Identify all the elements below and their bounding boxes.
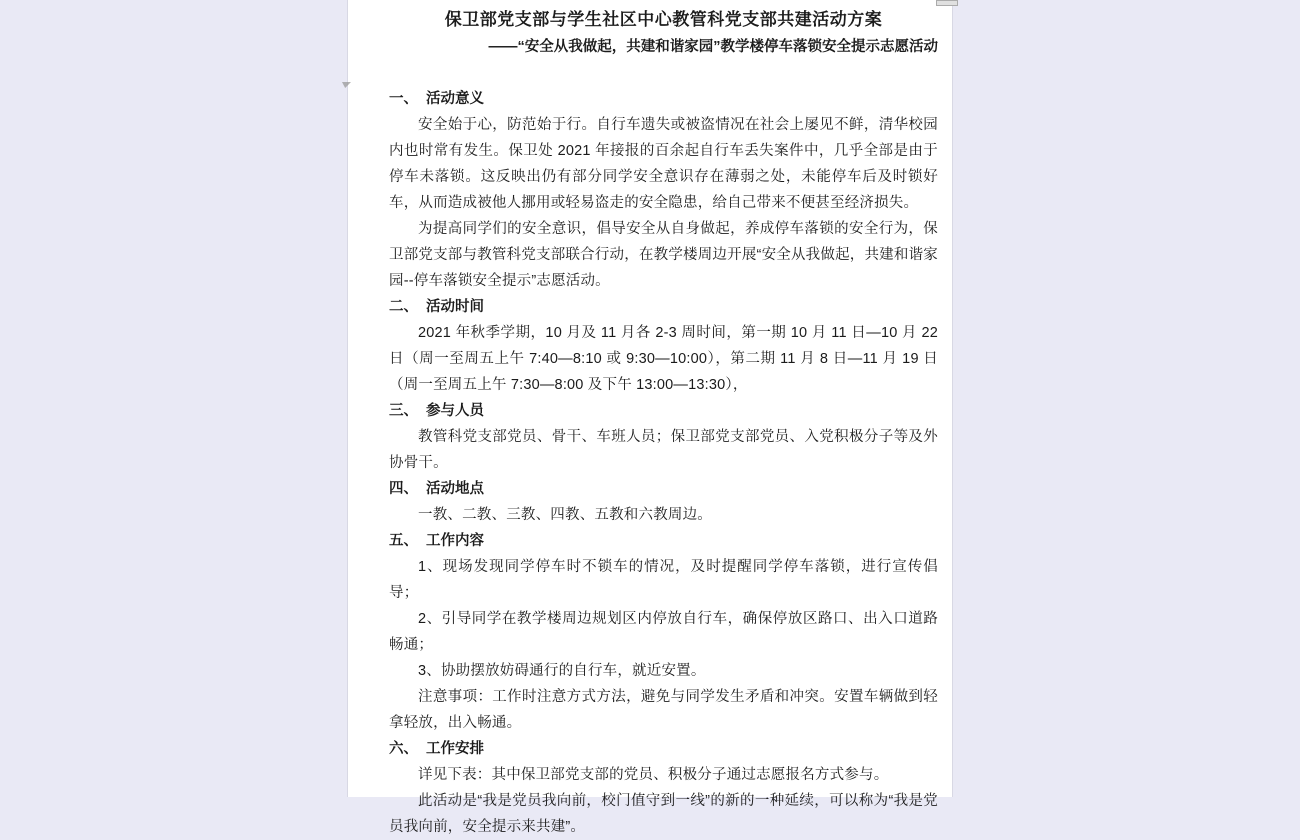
doc-body bbox=[389, 86, 938, 840]
section-activity-location bbox=[389, 476, 938, 528]
list-item: 1、现场发现同学停车时不锁车的情况，及时提醒同学停车落锁，进行宣传倡导； bbox=[389, 559, 938, 601]
section-number: 二、 bbox=[389, 299, 418, 315]
section-number: 六、 bbox=[389, 741, 418, 757]
section-heading bbox=[389, 294, 938, 320]
section-label: 参与人员 bbox=[426, 403, 484, 419]
scrollbar-tab[interactable] bbox=[936, 0, 958, 6]
paragraph: 注意事项：工作时注意方式方法，避免与同学发生矛盾和冲突。安置车辆做到轻拿轻放，出入畅通。 bbox=[389, 689, 938, 731]
section-number: 五、 bbox=[389, 533, 418, 549]
section-label: 活动意义 bbox=[426, 91, 484, 107]
section-number: 四、 bbox=[389, 481, 418, 497]
list-item: 2、引导同学在教学楼周边规划区内停放自行车，确保停放区路口、出入口道路畅通； bbox=[389, 611, 938, 653]
paragraph: 为提高同学们的安全意识，倡导安全从自身做起，养成停车落锁的安全行为，保卫部党支部与教管科党支部联合行动，在教学楼周边开展“安全从我做起，共建和谐家园--停车落锁安全提示”志愿活动。 bbox=[389, 221, 938, 289]
section-heading bbox=[389, 476, 938, 502]
section-heading bbox=[389, 528, 938, 554]
paragraph: 安全始于心，防范始于行。自行车遗失或被盗情况在社会上屡见不鲜，清华校园内也时常有发生。保卫处 2021 年接报的百余起自行车丢失案件中，几乎全部是由于停车未落锁。这反映出仍有部分同学安全意识存在薄弱之处，未能停车后及时锁好车，从而造成被他人挪用或轻易盗走的安全隐患，给自己带来不便甚至经济损失。 bbox=[389, 117, 938, 211]
section-label: 活动地点 bbox=[426, 481, 484, 497]
section-heading bbox=[389, 86, 938, 112]
paragraph: 详见下表：其中保卫部党支部的党员、积极分子通过志愿报名方式参与。 bbox=[418, 767, 889, 783]
section-activity-significance bbox=[389, 86, 938, 294]
section-heading bbox=[389, 736, 938, 762]
section-work-content bbox=[389, 528, 938, 736]
section-label: 活动时间 bbox=[426, 299, 484, 315]
section-label: 工作安排 bbox=[426, 741, 484, 757]
section-number: 一、 bbox=[389, 91, 418, 107]
paragraph: 一教、二教、三教、四教、五教和六教周边。 bbox=[418, 507, 712, 523]
section-work-arrangement bbox=[389, 736, 938, 840]
doc-subtitle: ——“安全从我做起，共建和谐家园”教学楼停车落锁安全提示志愿活动 bbox=[488, 39, 938, 55]
list-item: 3、协助摆放妨碍通行的自行车，就近安置。 bbox=[418, 663, 706, 679]
section-label: 工作内容 bbox=[426, 533, 484, 549]
paragraph: 教管科党支部党员、骨干、车班人员；保卫部党支部党员、入党积极分子等及外协骨干。 bbox=[389, 429, 938, 471]
section-heading bbox=[389, 398, 938, 424]
paragraph: 此活动是“我是党员我向前，校门值守到一线”的新的一种延续，可以称为“我是党员我向前，安全提示来共建”。 bbox=[389, 793, 938, 835]
doc-title: 保卫部党支部与学生社区中心教管科党支部共建活动方案 bbox=[444, 10, 883, 29]
paragraph: 2021 年秋季学期，10 月及 11 月各 2-3 周时间，第一期 10 月 11 日—10 月 22 日（周一至周五上午 7:40—8:10 或 9:30—10:00），第二期 11 月 8 日—11 月 19 日（周一至周五上午 7:30—8:00 及下午 13:00—13:30）， bbox=[389, 325, 938, 393]
section-activity-time bbox=[389, 294, 938, 398]
section-number: 三、 bbox=[389, 403, 418, 419]
document-page bbox=[347, 0, 953, 835]
section-participants bbox=[389, 398, 938, 476]
